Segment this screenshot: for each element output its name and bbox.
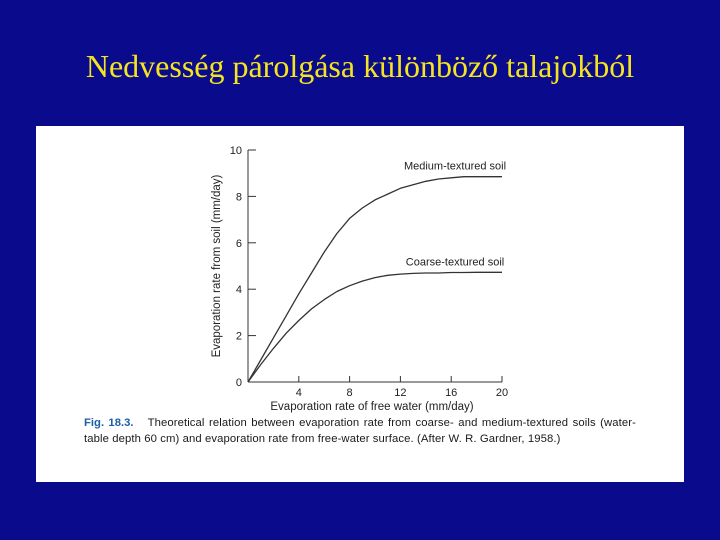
x-axis-label: Evaporation rate of free water (mm/day) (270, 401, 474, 413)
series-label-coarse: Coarse-textured soil (405, 256, 505, 269)
x-tick-label: 12 (394, 387, 407, 399)
series-line-coarse (248, 272, 502, 382)
y-tick-label: 8 (235, 191, 242, 204)
y-tick-label: 10 (229, 145, 242, 157)
x-tick-label: 8 (346, 387, 353, 399)
y-tick-label: 2 (235, 330, 242, 343)
figure-number: Fig. 18.3. (84, 417, 134, 429)
figure-panel (36, 126, 684, 482)
slide-title: Nedvesség párolgása különböző talajokból (85, 48, 635, 84)
y-tick-label: 6 (235, 237, 242, 250)
chart-series (248, 177, 505, 382)
figure-caption (84, 416, 636, 447)
y-tick-label: 0 (235, 377, 242, 389)
y-axis-label: Evaporation rate from soil (mm/day) (211, 174, 223, 358)
x-tick-label: 4 (295, 387, 302, 399)
x-tick-label: 20 (495, 387, 509, 399)
figure-caption-text: Theoretical relation between evaporation rate from coarse- and medium-textured soils (water-table depth 60 cm) and evaporation rate from free-water surface. (After W. R. Gardner, 1958.) (84, 417, 637, 445)
y-tick-label: 4 (235, 284, 242, 297)
x-tick-label: 16 (445, 387, 458, 399)
series-line-medium (248, 177, 505, 382)
chart-labels (211, 145, 508, 413)
series-label-medium: Medium-textured soil (403, 160, 507, 173)
